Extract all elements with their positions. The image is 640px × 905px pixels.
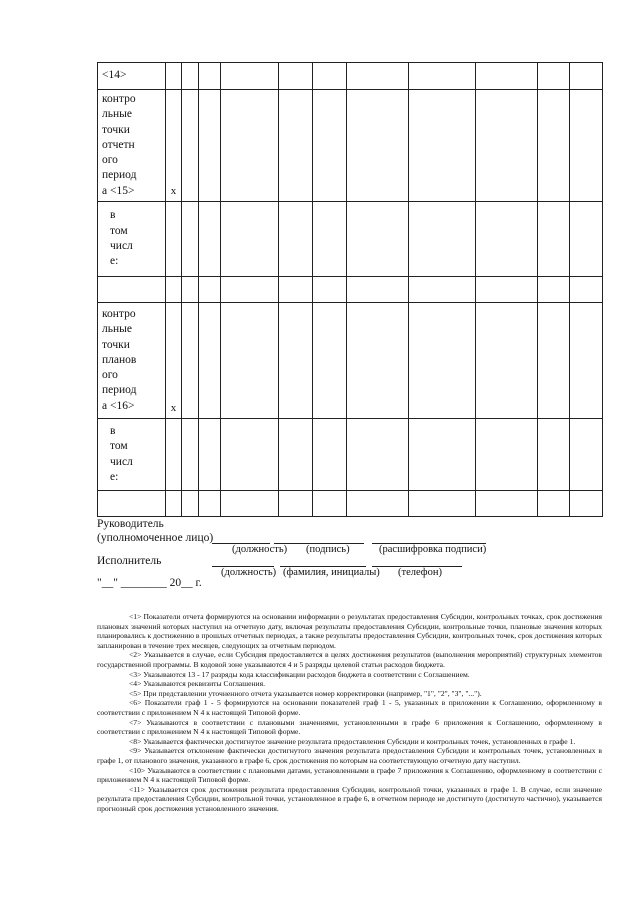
executor-label: Исполнитель <box>97 555 162 567</box>
footnote: <10> Указываются в соответствии с плановыми датами, установленными в графе 7 приложения к Соглашению, оформленному в соответствии с приложением N 4 к настоящей Типовой форме. <box>97 765 602 785</box>
footnote: <5> При представлении уточненного отчета указывается номер корректировки (например, "1", "2", "3", "..."). <box>129 688 482 698</box>
exec-phone-caption: (телефон) <box>398 567 442 578</box>
head-label: Руководитель <box>97 518 164 530</box>
exec-name-caption: (фамилия, инициалы) <box>283 567 380 578</box>
footnote: <6> Показатели граф 1 - 5 формируются на основании показателей граф 1 - 5, указанных в приложении к Соглашению, оформленному в соответствии с приложением N 4 к настоящей Типовой форме. <box>97 698 602 717</box>
head-signature-caption: (подпись) <box>306 544 350 555</box>
report-table <box>97 62 603 517</box>
footnote: <7> Указываются в соответствии с плановыми значениями, установленными в графе 6 приложения к Соглашению, оформленному в соответствии с приложением N 4 к настоящей Типовой форме. <box>97 717 602 737</box>
row-label-including: в том числ е: <box>98 419 166 491</box>
row-label-14: <14> <box>98 63 166 90</box>
exec-position-caption: (должность) <box>221 567 277 578</box>
row-label-including: в том числ е: <box>98 202 166 277</box>
table-row <box>98 303 603 419</box>
footnote: <4> Указываются реквизиты Соглашения. <box>129 679 265 689</box>
table-row <box>98 90 603 202</box>
footnote: <8> Указывается фактически достигнутое значение результата предоставления Субсидии и контрольных точек, установленных в графе 1. <box>129 736 576 746</box>
row-mark-x: x <box>166 303 182 419</box>
footnote: <2> Указывается в случае, если Субсидия предоставляется в целях достижения результатов (выполнения мероприятий) структурных элементов государственной программы. В кодовой зоне указываются 4 и 5 разряды целевой статьи расходов бюджета. <box>97 650 602 669</box>
footnotes <box>97 612 602 813</box>
head-authorized-label: (уполномоченное лицо) <box>97 532 214 544</box>
head-position-caption: (должность) <box>232 544 288 555</box>
table-row <box>98 202 603 277</box>
head-decoding-caption: (расшифровка подписи) <box>379 544 487 555</box>
date-line: "__" ________ 20__ г. <box>97 577 202 589</box>
row-label-planned-checkpoints: контро льные точки планов ого период а <16> <box>98 303 166 419</box>
footnote: <1> Показатели отчета формируются на основании информации о результатах предоставления Субсидии, контрольных точках, срок достижения плановых значений которых наступил на отчетную дату, включая результаты предоставления Субсидии, контрольные точки, плановые значения которых планировались к достижению в прошлых отчетных периодах, а также результаты предоставления Субсидии, контрольных точек, срок достижения которых запланирован в течение трех месяцев, следующих за отчетным периодом. <box>97 612 602 650</box>
footnote: <9> Указывается отклонение фактически достигнутого значения результата предоставления Субсидии и контрольных точек, установленных в графе 1, от планового значения, указанного в графе 6, срок достижения по которым на соответствующую отчетную дату наступил. <box>97 746 602 765</box>
table-row <box>98 277 603 303</box>
footnote: <3> Указываются 13 - 17 разряды кода классификации расходов бюджета в соответствии с Соглашением. <box>129 669 470 679</box>
row-mark-x: x <box>166 90 182 202</box>
row-label-reporting-checkpoints: контро льные точки отчетн ого период а <15> <box>98 90 166 202</box>
table-row <box>98 419 603 491</box>
footnote: <11> Указывается срок достижения результата предоставления Субсидии, контрольной точки, указанных в графе 1. В случае, если значение результата предоставления Субсидии, контрольной точки, установленное в графе 6, в отчетном периоде не достигнуто (достигнуто частично), указывается прогнозный срок достижения установленного значения. <box>97 784 602 813</box>
table-row <box>98 491 603 517</box>
table-row <box>98 63 603 90</box>
